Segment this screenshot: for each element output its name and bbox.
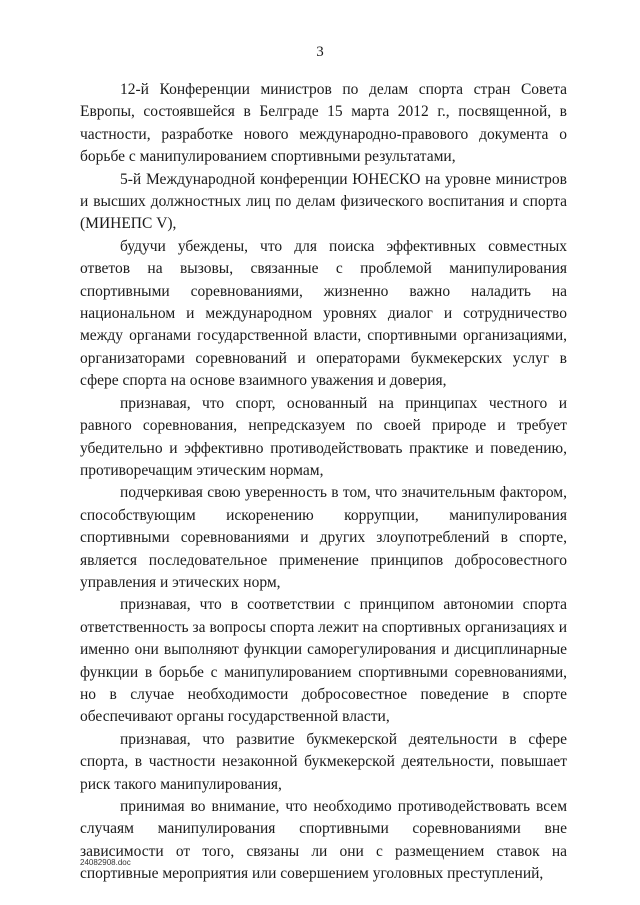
- paragraph-2: 5-й Международной конференции ЮНЕСКО на уровне министров и высших должностных лиц по делам физического воспитания и спорта (МИНЕПС V),: [80, 170, 567, 233]
- paragraph-4: признавая, что спорт, основанный на принципах честного и равного соревнования, непредсказуем по своей природе и требует убедительно и эффективно противодействовать практике и поведению, противоречащим этическим нормам,: [80, 394, 567, 479]
- document-body: [80, 79, 567, 886]
- paragraph-5: подчеркивая свою уверенность в том, что значительным фактором, способствующим искоренению коррупции, манипулирования спортивными соревнованиями и других злоупотреблений в спорте, является последовательное применение принципов добросовестного управления и этических норм,: [80, 484, 567, 591]
- page-number: 3: [316, 44, 324, 60]
- footer-file-name: 24082908.doc: [80, 858, 131, 867]
- paragraph-1: 12-й Конференции министров по делам спорта стран Совета Европы, состоявшейся в Белграде 15 марта 2012 г., посвященной, в частности, разработке нового международно-правового документа о борьбе с манипулированием спортивными результатами,: [80, 81, 567, 166]
- paragraph-6: признавая, что в соответствии с принципом автономии спорта ответственность за вопросы спорта лежит на спортивных организациях и именно они выполняют функции саморегулирования и дисциплинарные функции в борьбе с манипулированием спортивными соревнованиями, но в случае необходимости добросовестное поведение в спорте обеспечивают органы государственной власти,: [80, 596, 567, 726]
- paragraph-3: будучи убеждены, что для поиска эффективных совместных ответов на вызовы, связанные с проблемой манипулирования спортивными соревнованиями, жизненно важно наладить на национальном и международном уровнях диалог и сотрудничество между органами государственной власти, спортивными организациями, организаторами соревнований и операторами букмекерских услуг в сфере спорта на основе взаимного уважения и доверия,: [80, 237, 567, 390]
- paragraph-7: признавая, что развитие букмекерской деятельности в сфере спорта, в частности незаконной букмекерской деятельности, повышает риск такого манипулирования,: [80, 730, 567, 793]
- paragraph-8: принимая во внимание, что необходимо противодействовать всем случаям манипулирования спортивными соревнованиями вне зависимости от того, связаны ли они с размещением ставок на спортивные мероприятия или совершением уголовных преступлений,: [80, 798, 567, 883]
